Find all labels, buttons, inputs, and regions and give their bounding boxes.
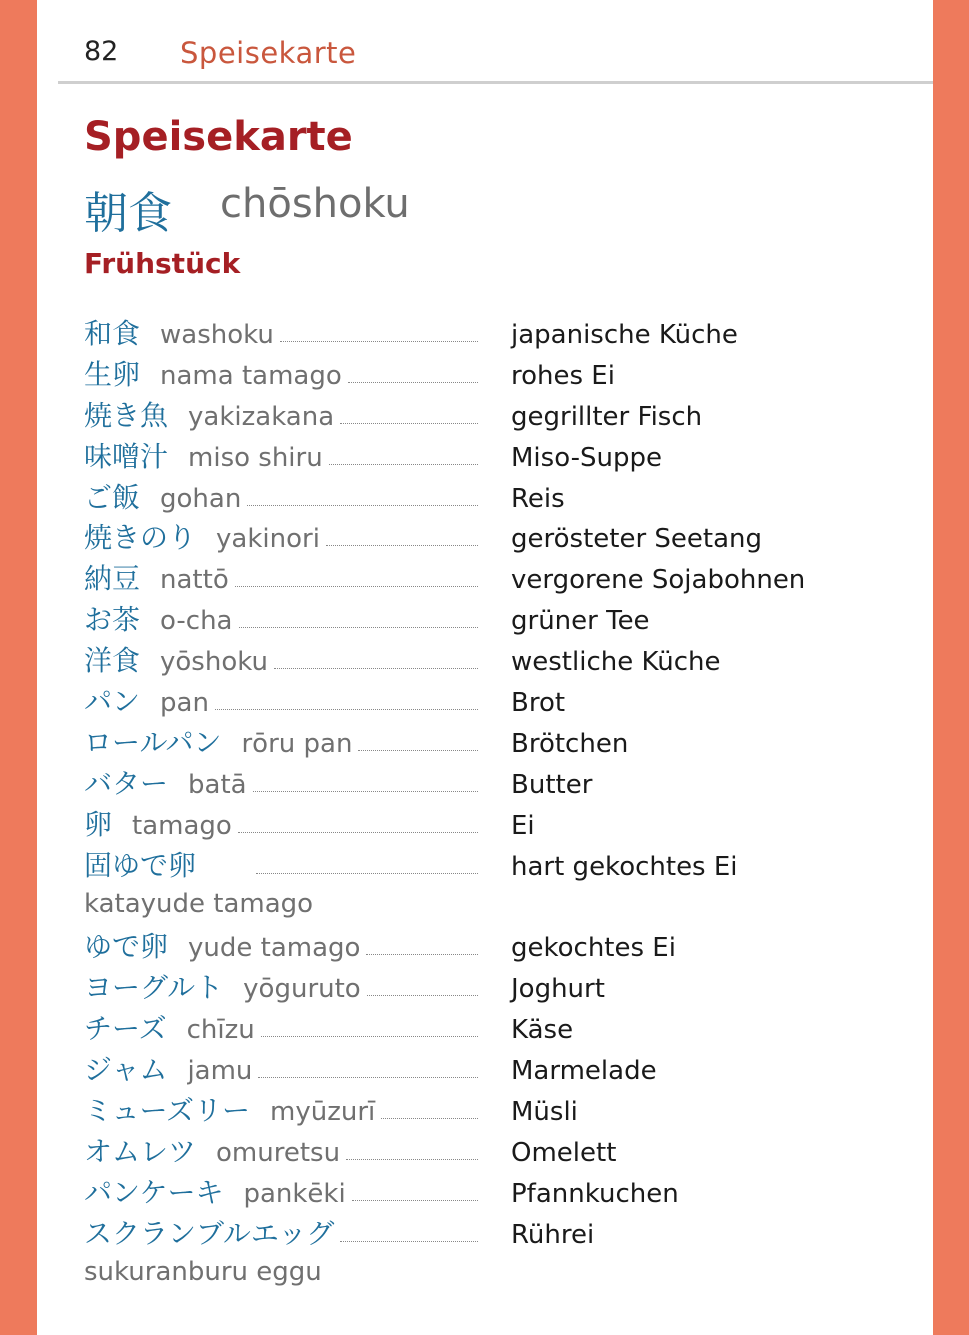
- section-heading: [84, 177, 410, 239]
- entry-german: gerösteter Seetang: [511, 524, 763, 555]
- entry-german: westliche Küche: [511, 647, 721, 678]
- entry-german: Omelett: [511, 1137, 617, 1168]
- entry-japanese: スクランブルエッグ: [84, 1216, 335, 1250]
- entry-japanese: ミューズリー: [84, 1093, 251, 1127]
- entry-romaji-continued: sukuranburu eggu: [84, 1257, 322, 1288]
- list-item: [84, 312, 884, 353]
- entry-japanese: 卵: [84, 807, 113, 841]
- dot-leader: [329, 464, 478, 465]
- list-item: [84, 1212, 884, 1253]
- dot-leader: [235, 586, 478, 587]
- entry-romaji: chīzu: [186, 1015, 255, 1046]
- entry-japanese: 焼き魚: [84, 398, 169, 432]
- entry-japanese: 和食: [84, 317, 141, 350]
- dot-leader: [340, 423, 478, 424]
- page-title: Speisekarte: [84, 114, 353, 160]
- entry-japanese: オムレツ: [84, 1134, 197, 1168]
- list-item: [84, 1130, 884, 1171]
- entry-german: Pfannkuchen: [511, 1178, 679, 1209]
- entry-german: gegrillter Fisch: [511, 401, 703, 432]
- dot-leader: [348, 382, 478, 383]
- list-item: [84, 639, 884, 680]
- section-heading-romaji: chōshoku: [220, 181, 410, 227]
- entry-romaji: yōshoku: [160, 647, 268, 678]
- entry-japanese: パン: [84, 685, 141, 719]
- list-item: [84, 966, 884, 1007]
- entry-romaji: nattō: [160, 565, 229, 596]
- dot-leader: [256, 873, 478, 874]
- entry-japanese: 固ゆで卵: [84, 848, 197, 882]
- dot-leader: [326, 545, 478, 546]
- entry-romaji: washoku: [160, 320, 274, 350]
- entry-japanese: ご飯: [84, 480, 141, 514]
- section-subtitle: Frühstück: [84, 247, 241, 280]
- list-item: [84, 762, 884, 803]
- list-item: [84, 598, 884, 639]
- dot-leader: [366, 954, 478, 955]
- entry-german: hart gekochtes Ei: [511, 851, 738, 882]
- dot-leader: [358, 750, 478, 751]
- dot-leader: [258, 1077, 478, 1078]
- entry-german: Brot: [511, 688, 566, 719]
- list-item: [84, 1048, 884, 1089]
- entry-romaji: miso shiru: [188, 442, 323, 473]
- entry-romaji: yōguruto: [243, 974, 361, 1005]
- entry-japanese: 味噌汁: [84, 439, 169, 473]
- entry-german: vergorene Sojabohnen: [511, 565, 806, 596]
- list-item: [84, 844, 884, 885]
- dot-leader: [381, 1118, 478, 1119]
- entry-japanese: 洋食: [84, 644, 141, 678]
- entry-german: Miso-Suppe: [511, 442, 662, 473]
- entry-romaji: omuretsu: [216, 1137, 341, 1168]
- entry-romaji-continued: katayude tamago: [84, 889, 314, 920]
- entry-japanese: パンケーキ: [84, 1175, 224, 1209]
- dot-leader: [280, 341, 478, 342]
- dot-leader: [215, 709, 478, 710]
- list-item: [84, 435, 884, 476]
- entry-romaji: gohan: [160, 483, 242, 514]
- dot-leader: [253, 791, 478, 792]
- entry-japanese: バター: [84, 766, 169, 800]
- entry-romaji: yakinori: [216, 524, 320, 555]
- entry-german: japanische Küche: [511, 320, 738, 350]
- list-item: [84, 516, 884, 557]
- entry-japanese: ロールパン: [84, 725, 222, 759]
- entry-japanese: 納豆: [84, 562, 141, 596]
- dot-leader: [367, 995, 478, 996]
- entry-romaji: batā: [188, 769, 247, 800]
- list-item: [84, 1089, 884, 1130]
- entry-romaji: pan: [160, 688, 209, 719]
- page-header: [84, 34, 924, 78]
- header-divider: [58, 81, 933, 84]
- dot-leader: [247, 505, 478, 506]
- dot-leader: [238, 832, 478, 833]
- section-heading-kanji: 朝食: [84, 188, 172, 239]
- list-item: [84, 721, 884, 762]
- entry-romaji: rōru pan: [241, 728, 353, 759]
- entry-japanese: 生卵: [84, 357, 141, 391]
- dot-leader: [352, 1200, 478, 1201]
- dot-leader: [261, 1036, 478, 1037]
- entry-german: Ei: [511, 810, 535, 841]
- entry-german: grüner Tee: [511, 606, 650, 637]
- entry-german: rohes Ei: [511, 360, 615, 391]
- entry-romaji: tamago: [132, 810, 232, 841]
- entry-german: Käse: [511, 1015, 574, 1046]
- list-item: [84, 557, 884, 598]
- entry-romaji: yakizakana: [188, 401, 335, 432]
- entry-german: gekochtes Ei: [511, 933, 676, 964]
- dot-leader: [340, 1241, 478, 1242]
- entry-german: Reis: [511, 483, 565, 514]
- entry-japanese: ゆで卵: [84, 930, 169, 964]
- list-item: [84, 353, 884, 394]
- entry-german: Joghurt: [511, 974, 605, 1005]
- entry-japanese: 焼きのり: [84, 521, 197, 555]
- entry-german: Müsli: [511, 1096, 578, 1127]
- entry-romaji: pankēki: [243, 1178, 346, 1209]
- entry-japanese: ジャム: [84, 1053, 168, 1087]
- right-margin-bar: [933, 0, 969, 1335]
- list-item: [84, 476, 884, 517]
- entry-romaji: jamu: [187, 1056, 253, 1087]
- list-item: [84, 680, 884, 721]
- list-item: [84, 1171, 884, 1212]
- page-number: 82: [84, 36, 119, 67]
- left-margin-bar: [0, 0, 37, 1335]
- entry-german: Brötchen: [511, 728, 629, 759]
- list-item: [84, 1007, 884, 1048]
- dot-leader: [239, 627, 479, 628]
- vocabulary-list: [84, 312, 884, 1293]
- entry-romaji: nama tamago: [160, 360, 342, 391]
- entry-german: Marmelade: [511, 1056, 657, 1087]
- entry-romaji: yude tamago: [188, 933, 361, 964]
- entry-romaji: o-cha: [160, 606, 233, 637]
- dot-leader: [274, 668, 478, 669]
- entry-german: Butter: [511, 769, 593, 800]
- entry-japanese: お茶: [84, 603, 141, 637]
- list-item: [84, 925, 884, 966]
- entry-japanese: チーズ: [84, 1012, 167, 1046]
- entry-romaji: myūzurī: [270, 1096, 376, 1127]
- list-item: [84, 803, 884, 844]
- entry-german: Rührei: [511, 1219, 595, 1250]
- running-title: Speisekarte: [180, 36, 357, 70]
- list-item: [84, 394, 884, 435]
- dot-leader: [346, 1159, 478, 1160]
- entry-japanese: ヨーグルト: [84, 971, 224, 1005]
